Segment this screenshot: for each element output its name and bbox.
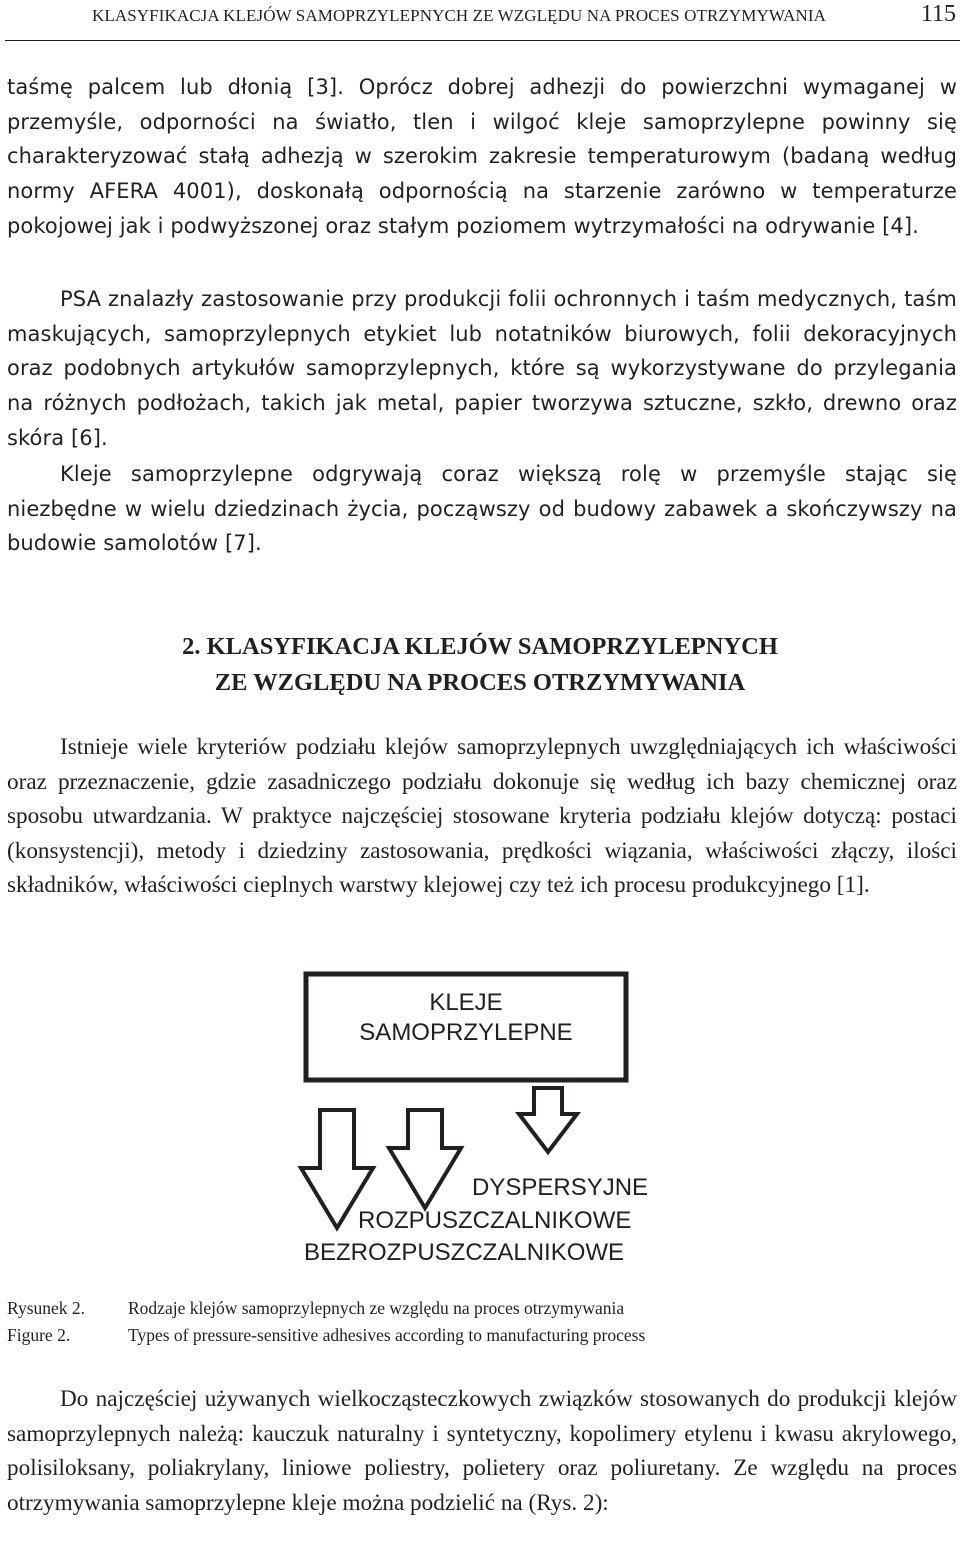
figure-caption-pl-label: Rysunek 2. <box>7 1298 86 1318</box>
figure-caption-pl <box>7 1295 624 1321</box>
diagram-label-rozpuszczalnikowe: ROZPUSZCZALNIKOWE <box>358 1207 632 1234</box>
header-divider <box>5 40 960 41</box>
diagram-box-line-1: KLEJE <box>429 989 503 1016</box>
diagram-label-dyspersyjne: DYSPERSYJNE <box>472 1174 649 1201</box>
figure-caption-en-label: Figure 2. <box>7 1325 71 1345</box>
section-paragraph-2: Do najczęściej używanych wielkocząsteczkowych związków stosowanych do produkcji klejów samoprzylepnych należą: kauczuk naturalny i syntetyczny, kopolimery etylenu i kwasu akrylowego, polisiloksany, poliakrylany, liniowe poliestry, polietery oraz poliuretany. Ze względu na proces otrzymywania samoprzylepne kleje można podzielić na (Rys. 2): <box>7 1386 957 1516</box>
section-heading-line-1: 2. KLASYFIKACJA KLEJÓW SAMOPRZYLEPNYCH <box>182 633 778 660</box>
figure-caption-pl-text: Rodzaje klejów samoprzylepnych ze względu na proces otrzymywania <box>128 1298 625 1318</box>
arrow-down-icon <box>519 1088 577 1152</box>
body-paragraph-2: PSA znalazły zastosowanie przy produkcji folii ochronnych i taśm medycznych, taśm maskujących, samoprzylepnych etykiet lub notatników biurowych, folii dekoracyjnych oraz podobnych artykułów samoprzylepnych, które są wykorzystywane do przylegania na różnych podłożach, takich jak metal, papier tworzywa sztuczne, szkło, drewno oraz skóra [6]. <box>7 287 957 450</box>
diagram-box-line-2: SAMOPRZYLEPNE <box>359 1019 573 1046</box>
classification-diagram <box>296 970 676 1270</box>
running-header-title: KLASYFIKACJA KLEJÓW SAMOPRZYLEPNYCH ZE WZGLĘDU NA PROCES OTRZYMYWANIA <box>92 6 826 25</box>
body-paragraph-3: Kleje samoprzylepne odgrywają coraz większą rolę w przemyśle stając się niezbędne w wielu dziedzinach życia, począwszy od budowy zabawek a skończywszy na budowie samolotów [7]. <box>7 462 957 556</box>
diagram-label-bezrozpuszczalnikowe: BEZROZPUSZCZALNIKOWE <box>304 1239 625 1266</box>
page-number: 115 <box>920 1 956 27</box>
section-heading-line-2: ZE WZGLĘDU NA PROCES OTRZYMYWANIA <box>214 669 746 696</box>
figure-caption-en <box>7 1322 645 1348</box>
body-paragraph-1: taśmę palcem lub dłonią [3]. Oprócz dobrej adhezji do powierzchni wymaganej w przemyśle, odporności na światło, tlen i wilgoć kleje samoprzylepne powinny się charakteryzować stałą adhezją w szerokim zakresie temperaturowym (badaną według normy AFERA 4001), doskonałą odpornością na starzenie zarówno w temperaturze pokojowej jak i podwyższonej oraz stałym poziomem wytrzymałości na odrywanie [4]. <box>7 75 957 238</box>
section-paragraph-1: Istnieje wiele kryteriów podziału klejów samoprzylepnych uwzględniających ich właściwości oraz przeznaczenie, gdzie zasadniczego podziału dokonuje się według ich bazy chemicznej oraz sposobu utwardzania. W praktyce najczęściej stosowane kryteria podziału klejów dotyczą: postaci (konsystencji), metody i dziedziny zastosowania, prędkości wiązania, właściwości złączy, ilości składników, właściwości cieplnych warstwy klejowej czy też ich procesu produkcyjnego [1]. <box>7 734 957 898</box>
arrow-down-icon <box>389 1110 461 1208</box>
figure-caption-en-text: Types of pressure-sensitive adhesives according to manufacturing process <box>128 1325 646 1345</box>
